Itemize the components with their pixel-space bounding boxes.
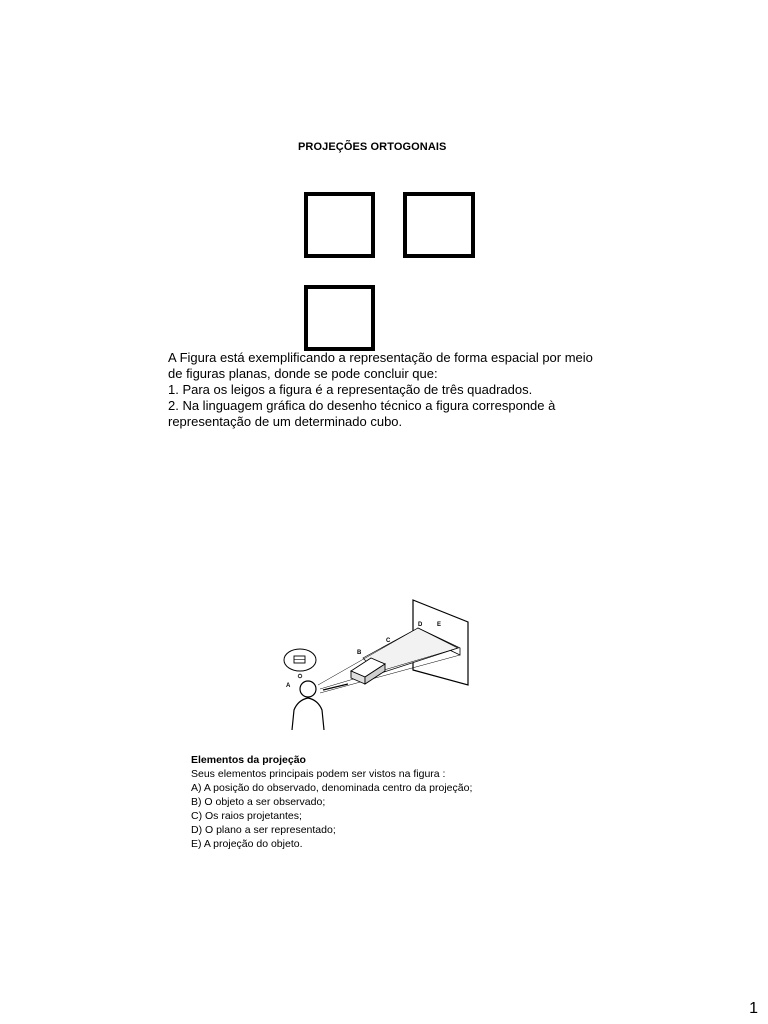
intro-line-4: 2. Na linguagem gráfica do desenho técnico a figura corresponde à xyxy=(168,398,556,413)
intro-text xyxy=(168,350,618,430)
element-item: C) Os raios projetantes; xyxy=(191,810,302,822)
element-item: A) A posição do observado, denominada centro da projeção; xyxy=(191,782,473,794)
element-item: D) O plano a ser representado; xyxy=(191,824,336,836)
intro-line-1: A Figura está exemplificando a representação de forma espacial por meio xyxy=(168,350,593,365)
element-item: B) O objeto a ser observado; xyxy=(191,796,326,808)
projection-illustration xyxy=(268,590,478,730)
observer-body xyxy=(292,698,324,730)
elements-title: Elementos da projeção xyxy=(191,754,306,766)
square-bottom-left xyxy=(304,285,375,351)
intro-line-3: 1. Para os leigos a figura é a representação de três quadrados. xyxy=(168,382,533,397)
projection-elements xyxy=(191,753,571,851)
page-title: PROJEÇÕES ORTOGONAIS xyxy=(298,141,447,153)
figure-label-e: E xyxy=(437,622,442,628)
observer-head xyxy=(300,681,316,697)
figure-label-b: B xyxy=(357,650,362,656)
figure-label-a: A xyxy=(286,683,291,689)
square-top-right xyxy=(403,192,475,258)
element-item: E) A projeção do objeto. xyxy=(191,838,303,850)
figure-label-d: D xyxy=(418,622,423,628)
page-number: 1 xyxy=(749,1000,758,1017)
elements-subtitle: Seus elementos principais podem ser vistos na figura : xyxy=(191,768,446,780)
intro-line-5: representação de um determinado cubo. xyxy=(168,414,403,429)
square-top-left xyxy=(304,192,375,258)
figure-label-c: C xyxy=(386,638,391,644)
intro-line-2: de figuras planas, donde se pode concluir que: xyxy=(168,366,438,381)
